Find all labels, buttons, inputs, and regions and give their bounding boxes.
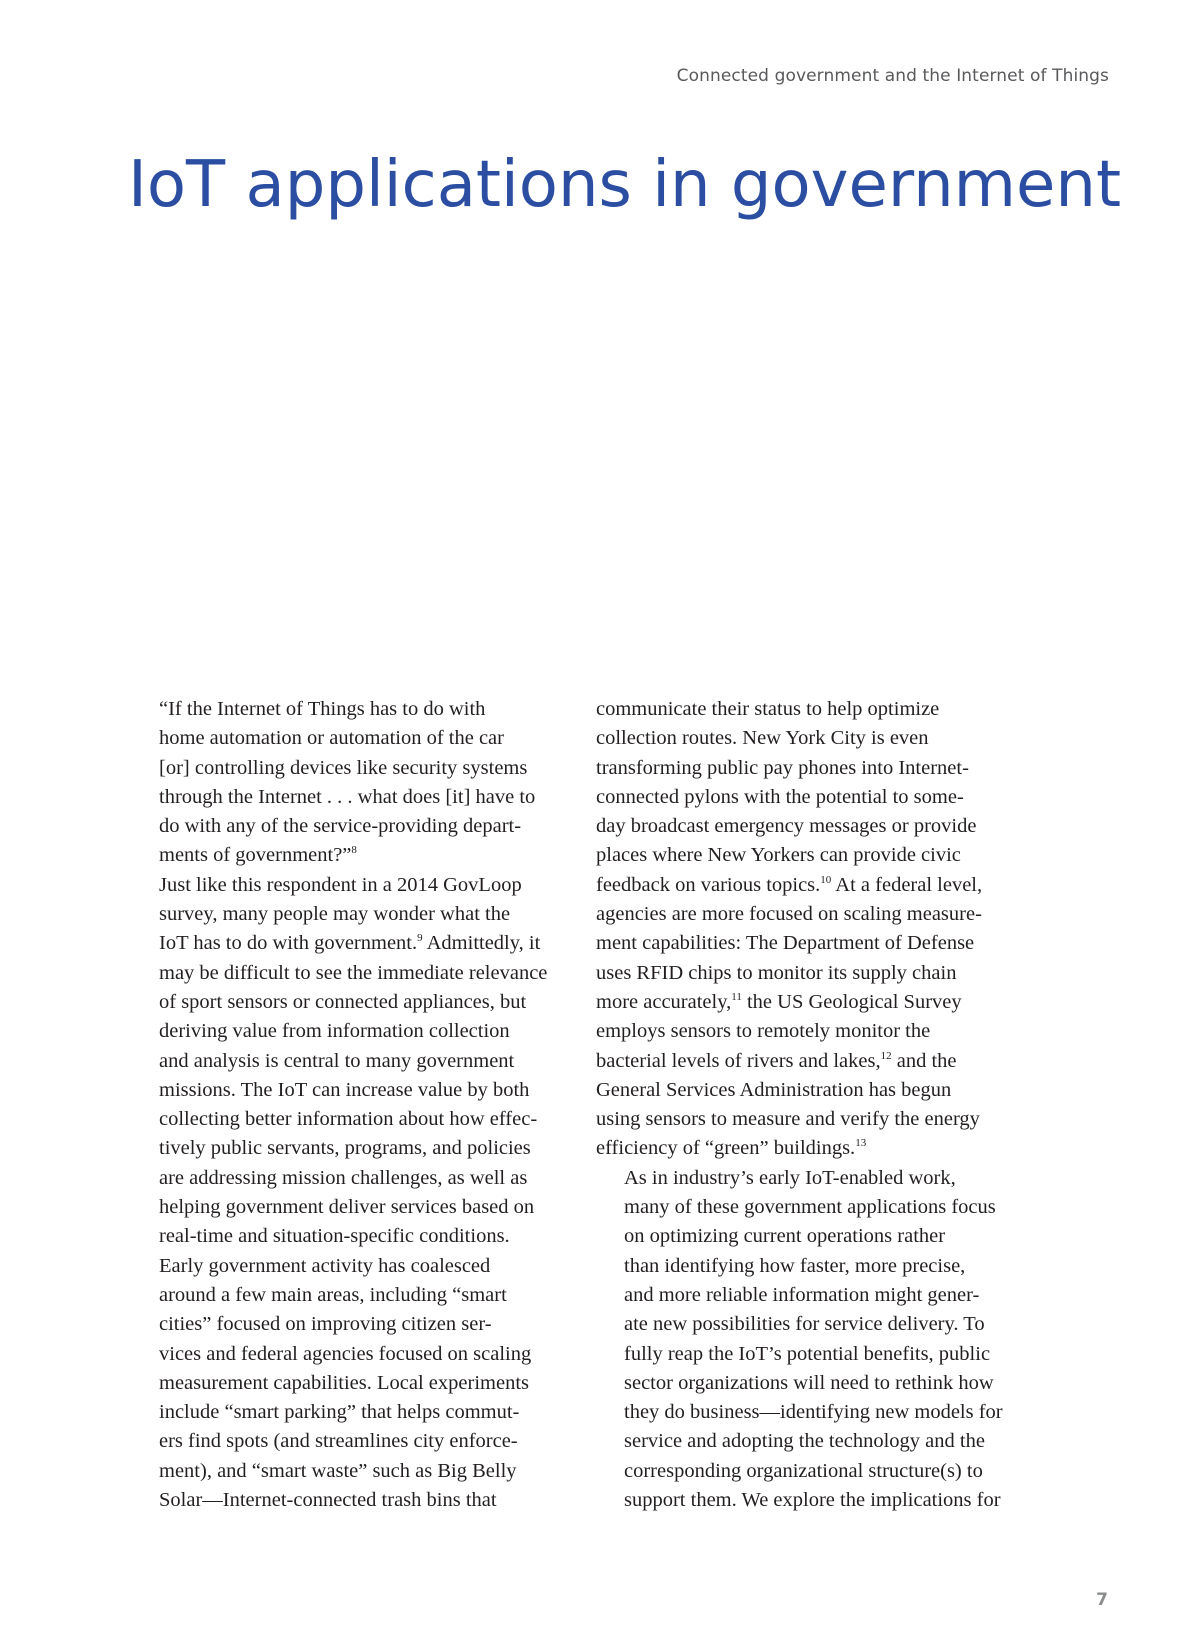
footnote-ref: 12	[880, 1049, 892, 1062]
text-line: they do business—identifying new models for	[624, 1401, 1003, 1424]
text-line	[131, 929, 546, 958]
footnote-ref: 8	[351, 844, 357, 857]
text-line: ment capabilities: The Department of Defense	[596, 932, 975, 955]
text-line	[596, 988, 1011, 1017]
text-line: ers find spots (and streamlines city enforce-	[159, 1430, 518, 1453]
text-line: missions. The IoT can increase value by both	[159, 1078, 530, 1101]
text-line: real-time and situation-specific conditions.	[159, 1225, 510, 1248]
text-line: and analysis is central to many government	[159, 1049, 515, 1072]
footnote-ref: 9	[417, 932, 423, 945]
line-text: the US Geological Survey	[741, 990, 962, 1013]
line-text: bacterial levels of rivers and lakes,	[596, 1049, 881, 1072]
text-line: As in industry’s early IoT-enabled work,	[624, 1166, 956, 1189]
footnote-ref: 11	[731, 991, 742, 1004]
text-line: Early government activity has coalesced	[159, 1254, 491, 1277]
text-line: of sport sensors or connected appliances, but	[159, 990, 527, 1013]
text-line: survey, many people may wonder what the	[159, 903, 511, 926]
text-line: do with any of the service-providing depart-	[159, 815, 522, 838]
text-line: around a few main areas, including “smart	[159, 1283, 507, 1306]
text-line: than identifying how faster, more precise,	[624, 1254, 966, 1277]
text-line: tively public servants, programs, and policies	[159, 1137, 531, 1160]
text-line: connected pylons with the potential to some-	[596, 785, 964, 808]
text-line: agencies are more focused on scaling measure-	[596, 903, 982, 926]
text-line: ate new possibilities for service delivery. To	[624, 1313, 985, 1336]
text-line: helping government deliver services based on	[159, 1196, 535, 1219]
paragraph-industry	[596, 1164, 1011, 1516]
body-text	[131, 695, 1011, 1515]
text-line: uses RFID chips to monitor its supply chain	[596, 961, 957, 984]
text-line: many of these government applications focus	[624, 1196, 996, 1219]
text-line: corresponding organizational structure(s) to	[624, 1459, 983, 1482]
text-line: fully reap the IoT’s potential benefits, public	[624, 1342, 991, 1365]
text-line: home automation or automation of the car	[159, 727, 504, 750]
text-line	[596, 1134, 1011, 1163]
line-text: IoT has to do with government.	[159, 932, 418, 955]
text-line	[596, 871, 1011, 900]
text-line: vices and federal agencies focused on scaling	[159, 1342, 532, 1365]
line-text: and the	[891, 1049, 957, 1072]
text-line: service and adopting the technology and the	[624, 1430, 985, 1453]
line-text: At a federal level,	[831, 873, 983, 896]
text-line: General Services Administration has begun	[596, 1078, 952, 1101]
paragraph-early-activity	[131, 1252, 546, 1516]
footnote-ref: 10	[820, 873, 832, 886]
line-text: ments of government?”	[159, 844, 352, 867]
text-line: Just like this respondent in a 2014 GovLoop	[159, 873, 522, 896]
text-line: collecting better information about how effec-	[159, 1108, 538, 1131]
text-line: [or] controlling devices like security systems	[159, 756, 528, 779]
text-line: and more reliable information might gener-	[624, 1283, 980, 1306]
line-text: efficiency of “green” buildings.	[596, 1137, 856, 1160]
text-line: collection routes. New York City is even	[596, 727, 929, 750]
page-number: 7	[1096, 1590, 1108, 1610]
text-line: deriving value from information collection	[159, 1020, 510, 1043]
text-line: on optimizing current operations rather	[624, 1225, 946, 1248]
page-title: IoT applications in government	[128, 148, 1122, 222]
line-text: more accurately,	[596, 990, 732, 1013]
paragraph-quote	[131, 695, 546, 871]
text-line: Solar—Internet-connected trash bins that	[159, 1489, 497, 1512]
text-line: transforming public pay phones into Internet-	[596, 756, 969, 779]
text-line: communicate their status to help optimize	[596, 698, 940, 720]
column-right	[596, 695, 1011, 1515]
column-left	[131, 695, 546, 1515]
text-line	[596, 1047, 1011, 1076]
text-line: support them. We explore the implications for	[624, 1489, 1001, 1512]
text-line: cities” focused on improving citizen ser-	[159, 1313, 492, 1336]
running-header: Connected government and the Internet of Things	[676, 66, 1109, 86]
line-text: Admittedly, it	[422, 932, 541, 955]
text-line: may be difficult to see the immediate relevance	[159, 961, 548, 984]
line-text: feedback on various topics.	[596, 873, 821, 896]
text-line: “If the Internet of Things has to do with	[159, 698, 486, 720]
text-line: sector organizations will need to rethink how	[624, 1371, 994, 1394]
text-line: through the Internet . . . what does [it] have to	[159, 785, 536, 808]
text-line: using sensors to measure and verify the energy	[596, 1108, 980, 1131]
text-line: places where New Yorkers can provide civic	[596, 844, 961, 867]
text-line: include “smart parking” that helps commut-	[159, 1401, 520, 1424]
text-line: ment), and “smart waste” such as Big Belly	[159, 1459, 517, 1482]
paragraph-continued	[596, 695, 1011, 1164]
paragraph-survey	[131, 871, 546, 1252]
text-line: measurement capabilities. Local experiments	[159, 1371, 529, 1394]
footnote-ref: 13	[855, 1137, 867, 1150]
text-line: are addressing mission challenges, as well as	[159, 1166, 528, 1189]
text-line: day broadcast emergency messages or provide	[596, 815, 977, 838]
text-line: employs sensors to remotely monitor the	[596, 1020, 931, 1043]
text-line	[131, 841, 546, 870]
